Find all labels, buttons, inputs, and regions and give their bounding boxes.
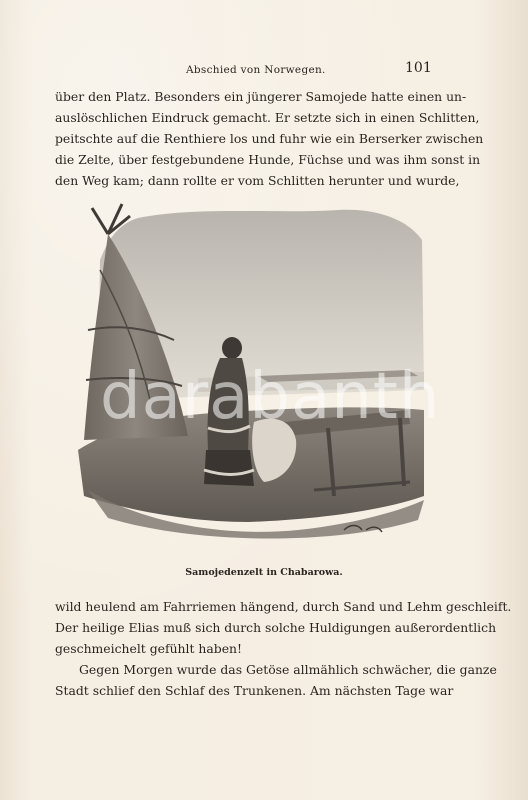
text-line: wild heulend am Fahrriemen hängend, durch Sand und Lehm geschleift. bbox=[55, 599, 512, 614]
text-line: geschmeichelt gefühlt haben! bbox=[55, 641, 243, 656]
figure-caption: Samojedenzelt in Chabarowa. bbox=[185, 567, 343, 578]
text-line: den Weg kam; dann rollte er vom Schlitten herunter und wurde, bbox=[55, 173, 460, 188]
running-head: Abschied von Norwegen. bbox=[186, 64, 326, 76]
text-line: Gegen Morgen wurde das Getöse allmählich schwächer, die ganze bbox=[79, 662, 497, 677]
text-line: auslöschlichen Eindruck gemacht. Er setzte sich in einen Schlitten, bbox=[55, 110, 480, 125]
paragraph-next bbox=[55, 659, 497, 701]
text-line: peitschte auf die Renthiere los und fuhr wie ein Berserker zwischen bbox=[55, 131, 484, 146]
watermark: darabanth bbox=[100, 360, 441, 434]
text-line: die Zelte, über festgebundene Hunde, Füchse und was ihm sonst in bbox=[55, 152, 481, 167]
paragraph-top bbox=[55, 86, 484, 191]
page-number: 101 bbox=[405, 60, 432, 76]
paragraph-continuation bbox=[55, 596, 512, 659]
text-line: Der heilige Elias muß sich durch solche Huldigungen außerordentlich bbox=[55, 620, 497, 635]
text-line: Stadt schlief den Schlaf des Trunkenen. Am nächsten Tage war bbox=[55, 683, 454, 698]
text-line: über den Platz. Besonders ein jüngerer Samojede hatte einen un- bbox=[55, 89, 467, 104]
